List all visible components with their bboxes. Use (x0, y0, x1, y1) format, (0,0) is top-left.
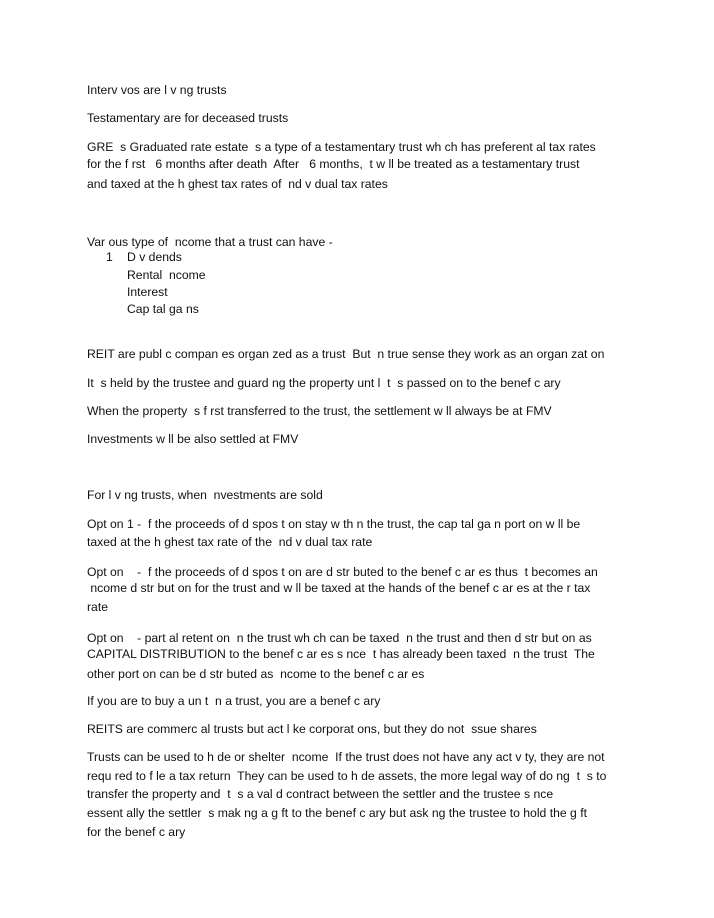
paragraph-hide-income-line-3: transfer the property and t s a val d contract between the settler and the trustee s nce (87, 787, 554, 801)
list-item-capital-gains: Cap tal ga ns (127, 302, 199, 316)
paragraph-inter-vivos: Interv vos are l v ng trusts (87, 83, 227, 97)
paragraph-hide-income-line-4: essent ally the settler s mak ng a g ft to the benef c ary but ask ng the trustee to hold the g ft (87, 806, 587, 820)
paragraph-trustee: It s held by the trustee and guard ng the property unt l t s passed on to the benef c ary (87, 376, 561, 390)
paragraph-reit: REIT are publ c compan es organ zed as a trust But n true sense they work as an organ zat on (87, 347, 605, 361)
paragraph-option-2-line-2: ncome d str but on for the trust and w ll be taxed at the hands of the benef c ar es at the r tax (87, 581, 591, 595)
paragraph-option-1-line-1: Opt on 1 - f the proceeds of d spos t on stay w th n the trust, the cap tal ga n port on w ll be (87, 517, 581, 531)
paragraph-reits-commercial: REITS are commerc al trusts but act l ke corporat ons, but they do not ssue shares (87, 722, 537, 736)
list-item-dividends: D v dends (127, 250, 182, 264)
list-item-rental-income: Rental ncome (127, 268, 206, 282)
paragraph-option-2-line-3: rate (87, 600, 109, 614)
paragraph-option-3-line-3: other port on can be d str buted as ncome to the benef c ar es (87, 667, 425, 681)
paragraph-hide-income-line-2: requ red to f le a tax return They can be used to h de assets, the more legal way of do ng t s to (87, 769, 607, 783)
paragraph-option-3-line-2: CAPITAL DISTRIBUTION to the benef c ar es s nce t has already been taxed n the trust The (87, 647, 595, 661)
paragraph-hide-income-line-1: Trusts can be used to h de or shelter ncome If the trust does not have any act v ty, they are not (87, 750, 605, 764)
paragraph-fmv-investments: Investments w ll be also settled at FMV (87, 432, 299, 446)
paragraph-testamentary: Testamentary are for deceased trusts (87, 111, 289, 125)
paragraph-living-trusts: For l v ng trusts, when nvestments are sold (87, 488, 323, 502)
paragraph-gre-line-1: GRE s Graduated rate estate s a type of a testamentary trust wh ch has preferent al tax rates (87, 140, 596, 154)
paragraph-option-1-line-2: taxed at the h ghest tax rate of the nd v dual tax rate (87, 535, 373, 549)
paragraph-hide-income-line-5: for the benef c ary (87, 825, 186, 839)
list-item-interest: Interest (127, 285, 168, 299)
paragraph-gre-line-2: for the f rst 6 months after death After 6 months, t w ll be treated as a testamentary trust (87, 157, 580, 171)
paragraph-option-2-line-1: Opt on - f the proceeds of d spos t on are d str buted to the benef c ar es thus t becomes an (87, 565, 598, 579)
paragraph-income-types: Var ous type of ncome that a trust can have - (87, 235, 333, 249)
paragraph-unit-trust: If you are to buy a un t n a trust, you are a benef c ary (87, 694, 381, 708)
paragraph-option-3-line-1: Opt on - part al retent on n the trust wh ch can be taxed n the trust and then d str but on as (87, 631, 592, 645)
list-number: 1 (106, 250, 113, 264)
paragraph-gre-line-3: and taxed at the h ghest tax rates of nd v dual tax rates (87, 177, 388, 191)
paragraph-fmv-property: When the property s f rst transferred to the trust, the settlement w ll always be at FMV (87, 404, 552, 418)
